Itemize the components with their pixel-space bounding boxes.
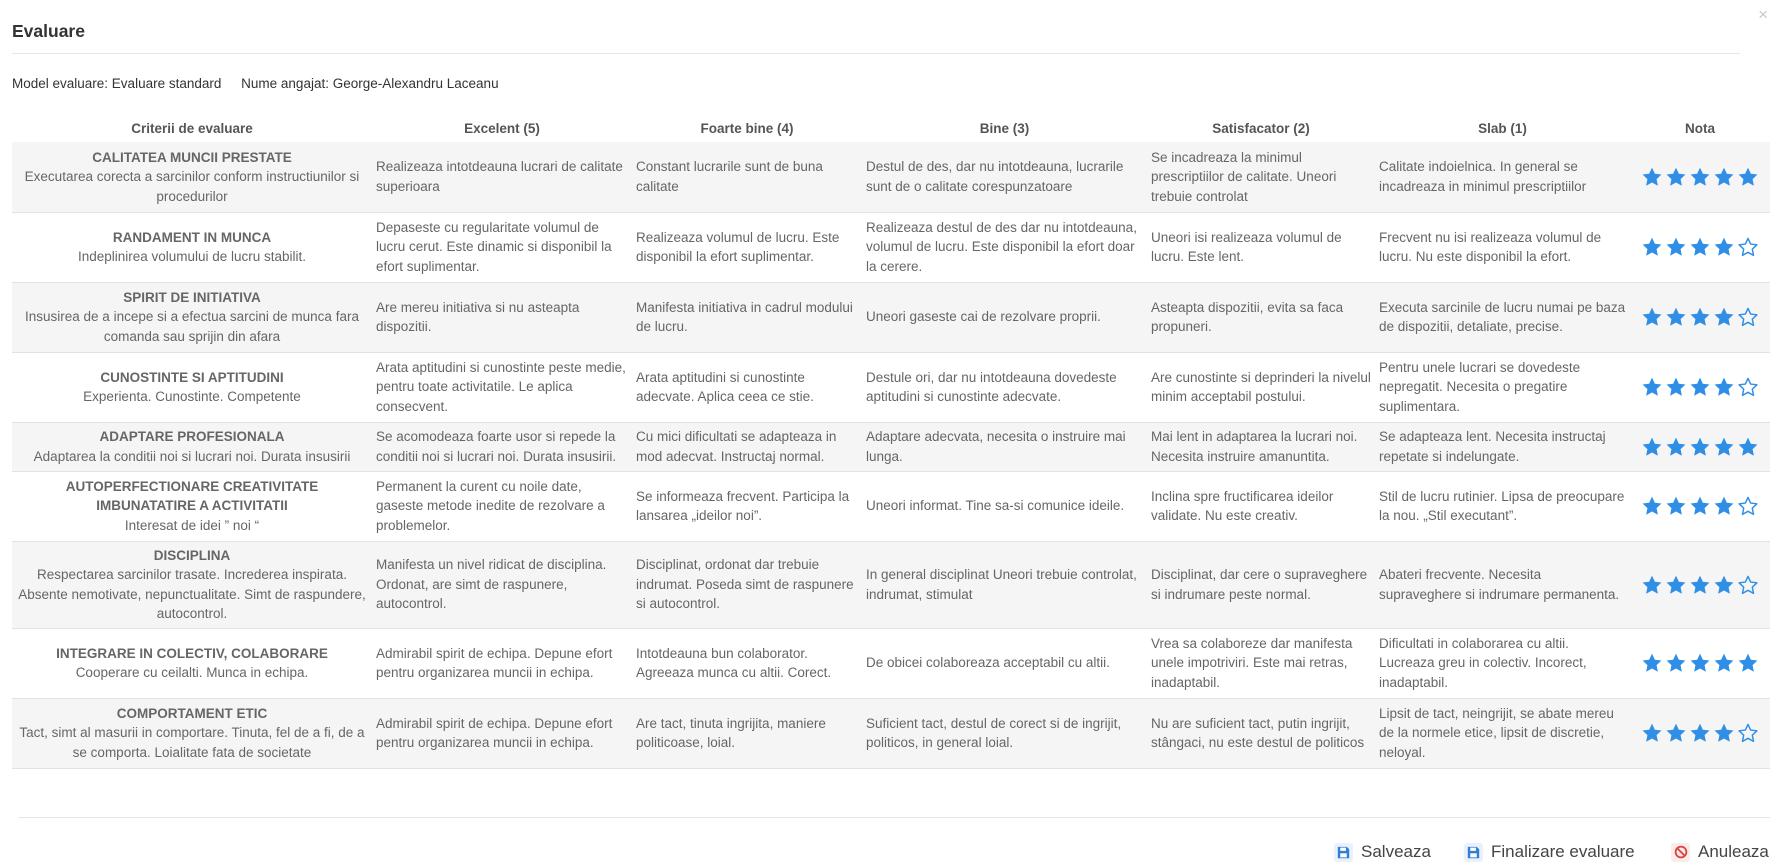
rating-stars[interactable]	[1630, 698, 1770, 768]
rating-stars[interactable]	[1630, 471, 1770, 541]
star-icon[interactable]	[1737, 436, 1759, 458]
criterion-name: CALITATEA MUNCII PRESTATE	[92, 149, 292, 165]
criterion-cell	[12, 698, 372, 768]
level-satisfacator: Inclina spre fructificarea ideilor validate. Nu este creativ.	[1147, 471, 1375, 541]
star-icon[interactable]	[1665, 652, 1687, 674]
level-bine: In general disciplinat Uneori trebuie controlat, indrumat, stimulat	[862, 541, 1147, 628]
level-slab: Calitate indoielnica. In general se incadreaza in minimul prescriptiilor	[1375, 142, 1630, 212]
star-icon[interactable]	[1689, 166, 1711, 188]
rating-stars[interactable]	[1630, 541, 1770, 628]
finalize-button[interactable]	[1464, 841, 1635, 863]
level-excelent: Se acomodeaza foarte usor si repede la conditii noi si lucrari noi. Durata insusirii.	[372, 422, 632, 471]
level-slab: Dificultati in colaborarea cu altii. Lucreaza greu in colectiv. Incorect, inadaptabil.	[1375, 628, 1630, 698]
criterion-description: Adaptarea la conditii noi si lucrari noi. Durata insusirii	[33, 448, 351, 464]
criterion-description: Executarea corecta a sarcinilor conform instructiunilor si procedurilor	[24, 169, 360, 204]
star-icon[interactable]	[1713, 495, 1735, 517]
star-outline-icon[interactable]	[1737, 495, 1759, 517]
level-excelent: Manifesta un nivel ridicat de disciplina. Ordonat, are simt de raspunere, autocontrol.	[372, 541, 632, 628]
save-label: Salveaza	[1361, 842, 1431, 861]
star-outline-icon[interactable]	[1737, 376, 1759, 398]
level-excelent: Admirabil spirit de echipa. Depune efort pentru organizarea muncii in echipa.	[372, 628, 632, 698]
criterion-cell	[12, 541, 372, 628]
criterion-name: DISCIPLINA	[153, 547, 231, 563]
table-row	[12, 698, 1770, 768]
level-foarte-bine: Manifesta initiativa in cadrul modului de lucru.	[632, 282, 862, 352]
level-foarte-bine: Cu mici dificultati se adapteaza in mod adecvat. Instructaj normal.	[632, 422, 862, 471]
star-icon[interactable]	[1713, 722, 1735, 744]
star-icon[interactable]	[1665, 722, 1687, 744]
criterion-description: Indeplinirea volumului de lucru stabilit.	[77, 249, 307, 264]
level-satisfacator: Uneori isi realizeaza volumul de lucru. Este lent.	[1147, 212, 1375, 282]
criterion-description: Insusirea de a incepe si a efectua sarcini de munca fara comanda sau sprijin din afara	[25, 309, 359, 344]
criterion-name: AUTOPERFECTIONARE CREATIVITATE IMBUNATATIRE A ACTIVITATII	[65, 478, 319, 514]
header-excelent: Excelent (5)	[464, 121, 540, 137]
criterion-description: Interesat de idei ” noi “	[124, 517, 260, 533]
star-icon[interactable]	[1689, 436, 1711, 458]
level-bine: Uneori gaseste cai de rezolvare proprii.	[862, 282, 1147, 352]
criterion-cell	[12, 628, 372, 698]
level-bine: Destul de des, dar nu intotdeauna, lucrarile sunt de o calitate corespunzatoare	[862, 142, 1147, 212]
header-criterii: Criterii de evaluare	[131, 121, 253, 137]
star-icon[interactable]	[1689, 574, 1711, 596]
table-row	[12, 352, 1770, 422]
employee-name: Nume angajat: George-Alexandru Laceanu	[241, 76, 499, 91]
level-excelent: Are mereu initiativa si nu asteapta dispozitii.	[372, 282, 632, 352]
star-icon[interactable]	[1641, 166, 1663, 188]
star-icon[interactable]	[1713, 166, 1735, 188]
criterion-name: RANDAMENT IN MUNCA	[112, 229, 272, 245]
close-icon[interactable]: ×	[1758, 5, 1768, 24]
star-outline-icon[interactable]	[1737, 306, 1759, 328]
criterion-name: ADAPTARE PROFESIONALA	[99, 429, 285, 444]
table-row	[12, 142, 1770, 212]
level-foarte-bine: Se informeaza frecvent. Participa la lansarea „ideilor noi”.	[632, 471, 862, 541]
level-foarte-bine: Intotdeauna bun colaborator. Agreeaza munca cu altii. Corect.	[632, 628, 862, 698]
star-icon[interactable]	[1713, 376, 1735, 398]
title-divider	[12, 53, 1740, 54]
star-icon[interactable]	[1641, 722, 1663, 744]
star-icon[interactable]	[1689, 722, 1711, 744]
table-row	[12, 541, 1770, 628]
rating-stars[interactable]	[1630, 282, 1770, 352]
level-satisfacator: Are cunostinte si deprinderi la nivelul minim acceptabil postului.	[1147, 352, 1375, 422]
star-icon[interactable]	[1689, 652, 1711, 674]
level-foarte-bine: Disciplinat, ordonat dar trebuie indrumat. Poseda simt de raspunere si autocontrol.	[632, 541, 862, 628]
criterion-cell	[12, 422, 372, 471]
star-icon[interactable]	[1713, 652, 1735, 674]
star-icon[interactable]	[1737, 652, 1759, 674]
level-slab: Stil de lucru rutinier. Lipsa de preocupare la nou. „Stil executant”.	[1375, 471, 1630, 541]
level-bine: Destule ori, dar nu intotdeauna dovedeste aptitudini si cunostinte adecvate.	[862, 352, 1147, 422]
table-row	[12, 212, 1770, 282]
star-icon[interactable]	[1713, 236, 1735, 258]
star-icon[interactable]	[1665, 495, 1687, 517]
table-row	[12, 282, 1770, 352]
star-icon[interactable]	[1641, 376, 1663, 398]
level-excelent: Admirabil spirit de echipa. Depune efort pentru organizarea muncii in echipa.	[372, 698, 632, 768]
level-foarte-bine: Are tact, tinuta ingrijita, maniere politicoase, loial.	[632, 698, 862, 768]
table-row	[12, 422, 1770, 471]
ban-icon	[1671, 843, 1690, 862]
star-icon[interactable]	[1665, 166, 1687, 188]
level-slab: Executa sarcinile de lucru numai pe baza de dispozitii, detaliate, precise.	[1375, 282, 1630, 352]
evaluation-meta	[12, 76, 515, 91]
level-excelent: Permanent la curent cu noile date, gaseste metode inedite de rezolvare a problemelor.	[372, 471, 632, 541]
criterion-cell	[12, 352, 372, 422]
level-bine: Suficient tact, destul de corect si de ingrijit, politicos, in general loial.	[862, 698, 1147, 768]
star-outline-icon[interactable]	[1737, 236, 1759, 258]
criterion-description: Tact, simt al masurii in comportare. Tinuta, fel de a fi, de a se comporta. Loialitate fata de societate	[19, 725, 365, 760]
star-icon[interactable]	[1665, 236, 1687, 258]
star-icon[interactable]	[1665, 376, 1687, 398]
level-bine: Uneori informat. Tine sa-si comunice ideile.	[862, 471, 1147, 541]
level-bine: Realizeaza destul de des dar nu intotdeauna, volumul de lucru. Este disponibil la efort doar la cerere.	[862, 212, 1147, 282]
level-foarte-bine: Constant lucrarile sunt de buna calitate	[632, 142, 862, 212]
criterion-name: SPIRIT DE INITIATIVA	[123, 289, 261, 305]
level-satisfacator: Mai lent in adaptarea la lucrari noi. Necesita instruire amanuntita.	[1147, 422, 1375, 471]
criterion-description: Experienta. Cunostinte. Competente	[83, 389, 301, 404]
criterion-name: CUNOSTINTE SI APTITUDINI	[100, 369, 284, 385]
star-icon[interactable]	[1737, 166, 1759, 188]
level-foarte-bine: Arata aptitudini si cunostinte adecvate. Aplica ceea ce stie.	[632, 352, 862, 422]
level-excelent: Arata aptitudini si cunostinte peste medie, pentru toate activitatile. Le aplica consecvent.	[372, 352, 632, 422]
level-slab: Se adapteaza lent. Necesita instructaj repetate si indelungate.	[1375, 422, 1630, 471]
star-icon[interactable]	[1713, 436, 1735, 458]
level-slab: Abateri frecvente. Necesita supraveghere si indrumare permanenta.	[1375, 541, 1630, 628]
star-icon[interactable]	[1713, 306, 1735, 328]
star-icon[interactable]	[1665, 436, 1687, 458]
star-icon[interactable]	[1665, 306, 1687, 328]
criterion-cell	[12, 142, 372, 212]
table-row	[12, 471, 1770, 541]
rating-stars[interactable]	[1630, 142, 1770, 212]
level-satisfacator: Nu are suficient tact, putin ingrijit, stângaci, nu este destul de politicos	[1147, 698, 1375, 768]
header-nota: Nota	[1685, 121, 1715, 137]
criterion-name: INTEGRARE IN COLECTIV, COLABORARE	[56, 645, 328, 661]
level-satisfacator: Vrea sa colaboreze dar manifesta unele impotriviri. Este mai retras, inadaptabil.	[1147, 628, 1375, 698]
star-icon[interactable]	[1689, 236, 1711, 258]
level-excelent: Realizeaza intotdeauna lucrari de calitate superioara	[372, 142, 632, 212]
level-slab: Frecvent nu isi realizeaza volumul de lucru. Nu este disponibil la efort.	[1375, 212, 1630, 282]
evaluation-table	[12, 116, 1770, 769]
star-outline-icon[interactable]	[1737, 574, 1759, 596]
star-outline-icon[interactable]	[1737, 722, 1759, 744]
star-icon[interactable]	[1641, 574, 1663, 596]
rating-stars[interactable]	[1630, 212, 1770, 282]
star-icon[interactable]	[1689, 306, 1711, 328]
star-icon[interactable]	[1641, 306, 1663, 328]
star-icon[interactable]	[1689, 376, 1711, 398]
rating-stars[interactable]	[1630, 352, 1770, 422]
criterion-name: COMPORTAMENT ETIC	[116, 705, 268, 721]
criterion-description: Cooperare cu ceilalti. Munca in echipa.	[75, 665, 309, 680]
footer-divider	[18, 817, 1770, 818]
level-satisfacator: Se incadreaza la minimul prescriptiilor de calitate. Uneori trebuie controlat	[1147, 142, 1375, 212]
level-slab: Pentru unele lucrari se dovedeste nepregatit. Necesita o pregatire suplimentara.	[1375, 352, 1630, 422]
criterion-description: Respectarea sarcinilor trasate. Increderea inspirata. Absente nemotivate, nepunctualitate. Simt de raspundere, autocontrol.	[18, 567, 366, 621]
table-header-row	[12, 116, 1770, 142]
level-satisfacator: Disciplinat, dar cere o supraveghere si indrumare peste normal.	[1147, 541, 1375, 628]
level-foarte-bine: Realizeaza volumul de lucru. Este disponibil la efort suplimentar.	[632, 212, 862, 282]
star-icon[interactable]	[1641, 495, 1663, 517]
level-excelent: Depaseste cu regularitate volumul de lucru cerut. Este dinamic si disponibil la efort suplimentar.	[372, 212, 632, 282]
header-foarte-bine: Foarte bine (4)	[700, 121, 794, 137]
cancel-button[interactable]	[1671, 841, 1769, 863]
level-bine: Adaptare adecvata, necesita o instruire mai lunga.	[862, 422, 1147, 471]
header-satisfacator: Satisfacator (2)	[1212, 121, 1310, 137]
rating-stars[interactable]	[1630, 422, 1770, 471]
star-icon[interactable]	[1641, 236, 1663, 258]
save-button[interactable]	[1334, 841, 1431, 863]
level-slab: Lipsit de tact, neingrijit, se abate mereu de la normele etice, lipsit de discretie, neloyal.	[1375, 698, 1630, 768]
table-row	[12, 628, 1770, 698]
star-icon[interactable]	[1641, 652, 1663, 674]
cancel-label: Anuleaza	[1698, 842, 1769, 861]
star-icon[interactable]	[1641, 436, 1663, 458]
floppy-disk-icon	[1464, 843, 1483, 862]
star-icon[interactable]	[1665, 574, 1687, 596]
finalize-label: Finalizare evaluare	[1491, 842, 1635, 861]
header-slab: Slab (1)	[1478, 121, 1527, 137]
header-bine: Bine (3)	[979, 121, 1030, 137]
floppy-disk-icon	[1334, 843, 1353, 862]
star-icon[interactable]	[1713, 574, 1735, 596]
level-bine: De obicei colaboreaza acceptabil cu altii.	[862, 628, 1147, 698]
model-evaluare: Model evaluare: Evaluare standard	[12, 76, 222, 91]
criterion-cell	[12, 282, 372, 352]
criterion-cell	[12, 212, 372, 282]
criterion-cell	[12, 471, 372, 541]
rating-stars[interactable]	[1630, 628, 1770, 698]
level-satisfacator: Asteapta dispozitii, evita sa faca propuneri.	[1147, 282, 1375, 352]
star-icon[interactable]	[1689, 495, 1711, 517]
dialog-title: Evaluare	[12, 21, 85, 41]
